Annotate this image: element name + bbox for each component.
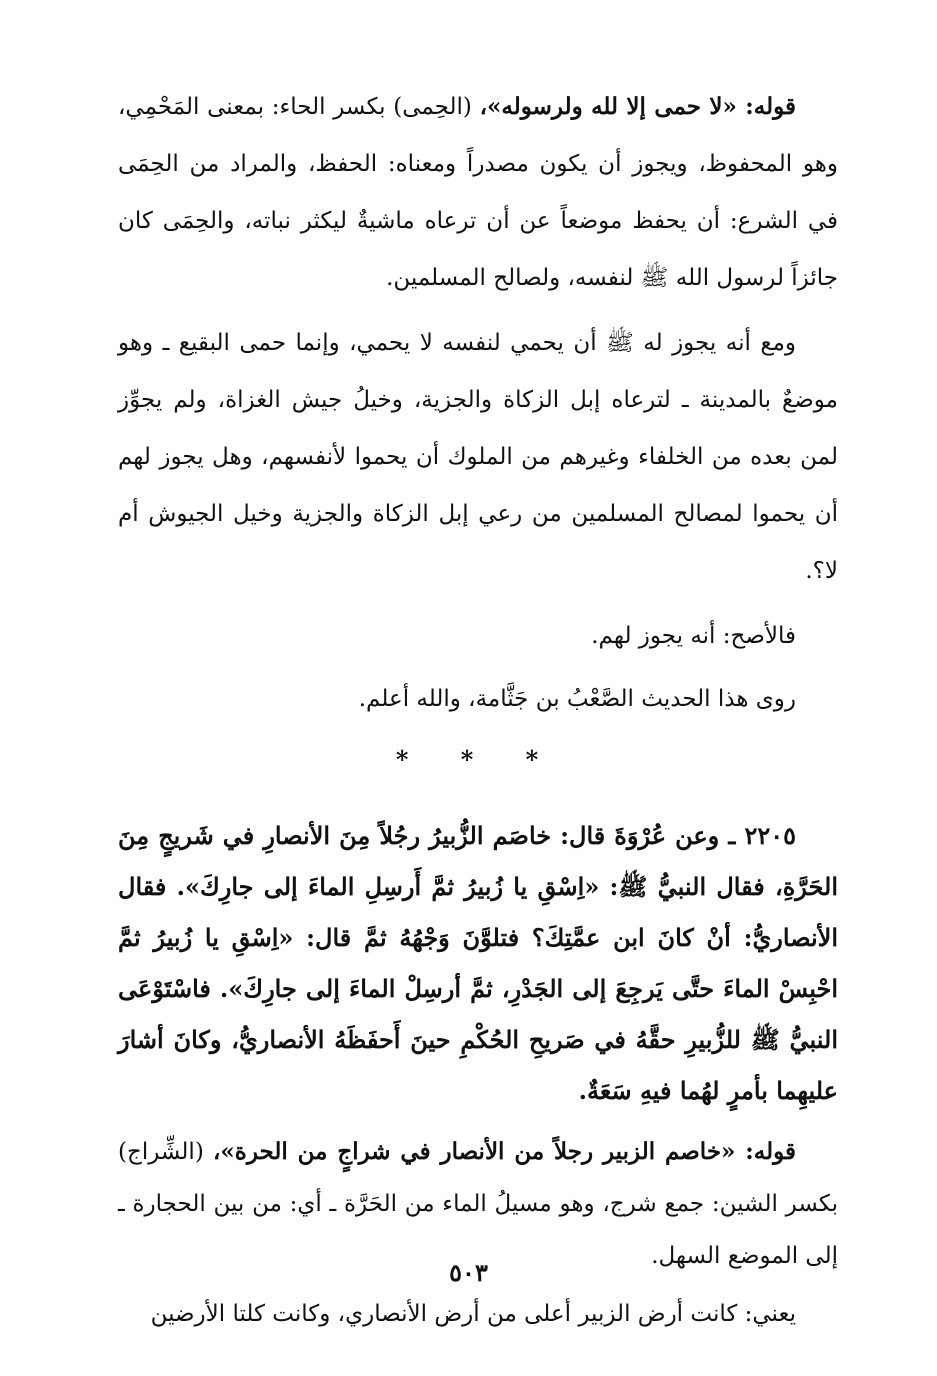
- paragraph-text: فالأصح: أنه يجوز لهم.: [591, 623, 796, 649]
- paragraph-text: روى هذا الحديث الصَّعْبُ بن جَثَّامة، والله أعلم.: [358, 686, 796, 712]
- page-number: ٥٠٣: [449, 1258, 488, 1287]
- quote-lead: قوله: «لا حمى إلا لله ولرسوله»،: [479, 93, 796, 120]
- page-body: [118, 78, 838, 1346]
- paragraph-asah: [118, 608, 838, 665]
- hadith-number: ٢٢٠٥: [744, 821, 796, 850]
- paragraph-narrator: [118, 671, 838, 728]
- paragraph-text: (الحِمى) بكسر الحاء: بمعنى المَحْمِي، وهو المحفوظ، ويجوز أن يكون مصدراً ومعناه: الحفظ، والمراد من الحِمَى في الشرع: أن يحفظ موضعاً عن أن ترعاه ماشيةٌ ليكثر نباته، والحِمَى كان جائزاً لرسول الله ﷺ لنفسه، ولصالح المسلمين.: [118, 94, 838, 291]
- paragraph-hima-definition: [118, 78, 838, 307]
- hadith-text: [118, 810, 838, 1116]
- commentary-continued: [118, 1288, 838, 1340]
- section-separator: * * *: [395, 745, 561, 774]
- paragraph-text: يعني: كانت أرض الزبير أعلى من أرض الأنصاري، وكانت كلتا الأرضين: [150, 1301, 796, 1327]
- paragraph-text: ومع أنه يجوز له ﷺ أن يحمي لنفسه لا يحمي، وإنما حمى البقيع ـ وهو موضعٌ بالمدينة ـ لترعاه إبل الزكاة والجزية، وخيلُ جيش الغزاة، ولم يجوِّز لمن بعده من الخلفاء وغيرهم من الملوك أن يحموا لأنفسهم، وهل يجوز لهم أن يحموا لمصالح المسلمين من رعي إبل الزكاة والجزية وخيل الجيوش أم لا؟.: [118, 330, 838, 584]
- paragraph-text: (الشِّراج) بكسر الشين: جمع شرج، وهو مسيلُ الماء من الحَرَّة ـ أي: من بين الحجارة ـ إلى الموضع السهل.: [118, 1139, 838, 1269]
- quote-lead: قوله: «خاصم الزبير رجلاً من الأنصار في شراجٍ من الحرة»،: [212, 1138, 796, 1165]
- paragraph-baqi: [118, 315, 838, 600]
- hadith-body: ـ وعن عُرْوَةَ قال: خاصَم الزُّبيرُ رجُلاً مِنَ الأنصارِ في شَريجٍ مِنَ الحَرَّةِ، فقال النبيُّ ﷺ: «اِسْقِ يا زُبيرُ ثمَّ أَرسِلِ الماءَ إلى جارِكَ». فقال الأنصاريُّ: أنْ كانَ ابن عمَّتِكَ؟ فتلوَّنَ وَجْهُهُ ثمَّ قال: «اِسْقِ يا زُبيرُ ثمَّ احْبِسْ الماءَ حتَّى يَرجِعَ إلى الجَدْرِ، ثمَّ أرسِلْ الماءَ إلى جارِكَ». فاسْتَوْعَى النبيُّ ﷺ للزُّبيرِ حقَّهُ في صَريحِ الحُكْمِ حينَ أَحفَظَهُ الأنصاريُّ، وكانَ أشارَ عليهِما بأمرٍ لهُما فيهِ سَعَةٌ.: [118, 821, 838, 1105]
